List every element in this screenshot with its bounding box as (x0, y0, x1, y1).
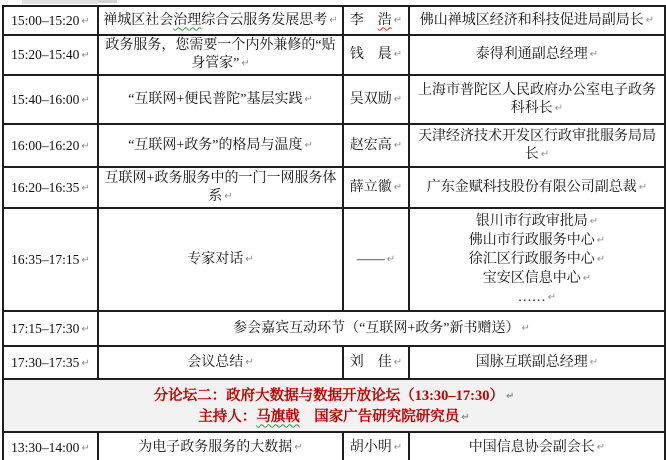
title-cell (409, 35, 665, 75)
topic-text: “互联网+便民普陀”基层实践 (128, 91, 303, 107)
return-mark-icon (79, 92, 89, 108)
title-text: 泰得利通副总经理 (475, 47, 588, 62)
return-mark-icon (79, 138, 89, 154)
return-mark-icon (392, 12, 402, 30)
table-row (3, 432, 665, 460)
return-mark-icon (79, 13, 89, 29)
table-row (3, 311, 665, 346)
org-text: 佛山市行政服务中心 (468, 233, 595, 248)
topic-cell (98, 75, 343, 124)
title-text: 佛山禅城区经济和科技促进局副局长 (419, 12, 644, 28)
speaker-name: 薛立徽 (349, 179, 392, 195)
return-mark-icon (327, 12, 337, 30)
topic-text: 综合云服务发展思考 (201, 12, 328, 28)
org-text: 徐汇区行政服务中心 (468, 252, 595, 267)
return-mark-icon (588, 212, 598, 231)
return-mark-icon (239, 55, 249, 73)
time-text: 17:30–17:35 (11, 354, 80, 370)
org-line (413, 250, 661, 269)
title-text: 中国信息协会副会长 (468, 439, 595, 455)
time-text: 15:00–15:20 (11, 12, 80, 28)
return-mark-icon (385, 251, 395, 269)
speaker-cell (343, 208, 409, 311)
topic-text: 政务服务，您需要一个内外兼修的“贴身管家” (105, 38, 336, 71)
speaker-name: 李 (349, 12, 378, 28)
speaker-cell (343, 346, 409, 379)
speaker-name-spellcheck: 浩 (377, 12, 392, 28)
subforum-title (4, 386, 664, 407)
table-row (3, 208, 665, 311)
return-mark-icon (595, 250, 605, 269)
host-name-spellcheck: 马旗戟 (256, 408, 300, 425)
return-mark-icon (392, 354, 402, 372)
time-cell (3, 75, 98, 124)
time-cell (3, 35, 98, 75)
topic-cell (98, 208, 343, 311)
org-text: 宝安区信息中心 (482, 271, 581, 286)
speaker-name: 刘 佳 (349, 354, 392, 370)
topic-cell (98, 346, 343, 379)
speaker-cell (343, 432, 409, 460)
title-cell (409, 167, 665, 208)
title-cell (409, 432, 665, 460)
return-mark-icon (79, 47, 89, 63)
topic-cell (98, 6, 343, 35)
org-line (413, 288, 661, 307)
return-mark-icon (504, 386, 514, 407)
return-mark-icon (588, 354, 598, 372)
time-text: 16:00–16:20 (11, 137, 80, 153)
return-mark-icon (302, 137, 312, 155)
return-mark-icon (644, 12, 654, 30)
time-cell (3, 167, 98, 208)
return-mark-icon (79, 321, 89, 337)
time-text: 15:20–15:40 (11, 47, 80, 62)
topic-text: 互联网+政务服务中的一门一网服务体系 (104, 170, 337, 204)
time-cell (3, 208, 98, 311)
topic-cell (98, 167, 343, 208)
return-mark-icon (539, 146, 549, 164)
speaker-cell (343, 75, 409, 124)
topic-cell (98, 35, 343, 75)
speaker-name: 赵宏高 (349, 137, 392, 153)
title-text: 广东金赋科技股份有限公司副总裁 (426, 179, 637, 195)
org-line (413, 269, 661, 288)
return-mark-icon (243, 354, 253, 372)
table-row (3, 124, 665, 167)
subforum-title-text: 分论坛二：政府大数据与数据开放论坛（13:30–17:30） (153, 387, 504, 404)
speaker-name: —— (356, 251, 385, 267)
topic-cell (98, 124, 343, 167)
return-mark-icon (581, 269, 591, 288)
time-text: 15:40–16:00 (11, 91, 80, 107)
org-text: …… (517, 290, 546, 305)
org-text: 银川市行政审批局 (475, 214, 588, 229)
table-row (3, 6, 665, 35)
title-text: 天津经济技术开发区行政审批服务局局长 (418, 128, 656, 162)
time-cell (3, 124, 98, 167)
return-mark-icon (519, 320, 529, 338)
time-cell (3, 311, 98, 346)
subforum-host (4, 407, 664, 428)
time-text: 13:30–14:00 (11, 439, 80, 455)
topic-text: 为电子政务服务的大数据 (138, 439, 293, 455)
return-mark-icon (392, 46, 402, 64)
topic-text: 会议总结 (187, 354, 244, 370)
return-mark-icon (302, 91, 312, 109)
org-line (413, 212, 661, 231)
title-cell (409, 6, 665, 35)
return-mark-icon (79, 355, 89, 371)
return-mark-icon (546, 288, 556, 307)
return-mark-icon (459, 407, 469, 428)
return-mark-icon (292, 439, 302, 457)
return-mark-icon (392, 137, 402, 155)
title-cell (409, 75, 665, 124)
title-cell (409, 208, 665, 311)
time-cell (3, 346, 98, 379)
speaker-cell (343, 167, 409, 208)
topic-text-spellcheck: 治理 (173, 12, 202, 28)
host-label: 主持人： (198, 408, 257, 425)
speaker-cell (343, 6, 409, 35)
table-row (3, 346, 665, 379)
topic-text: 禅城区社会 (103, 12, 174, 28)
clipped-row-artifact (22, 0, 98, 4)
title-cell (409, 124, 665, 167)
title-cell (409, 346, 665, 379)
subforum-header-row (3, 379, 665, 432)
table-row (3, 35, 665, 75)
time-text: 17:15–17:30 (11, 320, 80, 336)
merged-session-cell (98, 311, 665, 346)
table-row (3, 167, 665, 208)
return-mark-icon (79, 252, 89, 268)
topic-cell (98, 432, 343, 460)
table-row (3, 75, 665, 124)
return-mark-icon (79, 180, 89, 196)
org-line (413, 231, 661, 250)
session-text: 参会嘉宾互动环节（“互联网+政务”新书赠送） (233, 320, 520, 336)
return-mark-icon (595, 231, 605, 250)
agenda-table (2, 5, 666, 460)
return-mark-icon (79, 440, 89, 456)
speaker-name: 胡小明 (349, 439, 392, 455)
return-mark-icon (588, 46, 598, 64)
return-mark-icon (243, 251, 253, 269)
clipped-row-artifact (98, 0, 117, 3)
topic-text: “互联网+政务”的格局与温度 (128, 137, 303, 153)
topic-text: 专家对话 (187, 251, 244, 267)
speaker-cell (343, 35, 409, 75)
speaker-cell (343, 124, 409, 167)
return-mark-icon (222, 188, 232, 206)
subforum-header-cell (3, 379, 665, 432)
title-text: 上海市普陀区人民政府办公室电子政务科科长 (418, 82, 656, 116)
return-mark-icon (392, 91, 402, 109)
time-cell (3, 6, 98, 35)
return-mark-icon (637, 179, 647, 197)
return-mark-icon (595, 439, 605, 457)
return-mark-icon (553, 100, 563, 118)
time-cell (3, 432, 98, 460)
speaker-name: 吴双励 (349, 91, 392, 107)
return-mark-icon (392, 439, 402, 457)
host-org: 国家广告研究院研究员 (299, 408, 460, 425)
return-mark-icon (392, 179, 402, 197)
time-text: 16:35–17:15 (11, 251, 80, 267)
speaker-name: 钱 晨 (349, 47, 392, 62)
time-text: 16:20–16:35 (11, 179, 80, 195)
title-text: 国脉互联副总经理 (475, 354, 588, 370)
